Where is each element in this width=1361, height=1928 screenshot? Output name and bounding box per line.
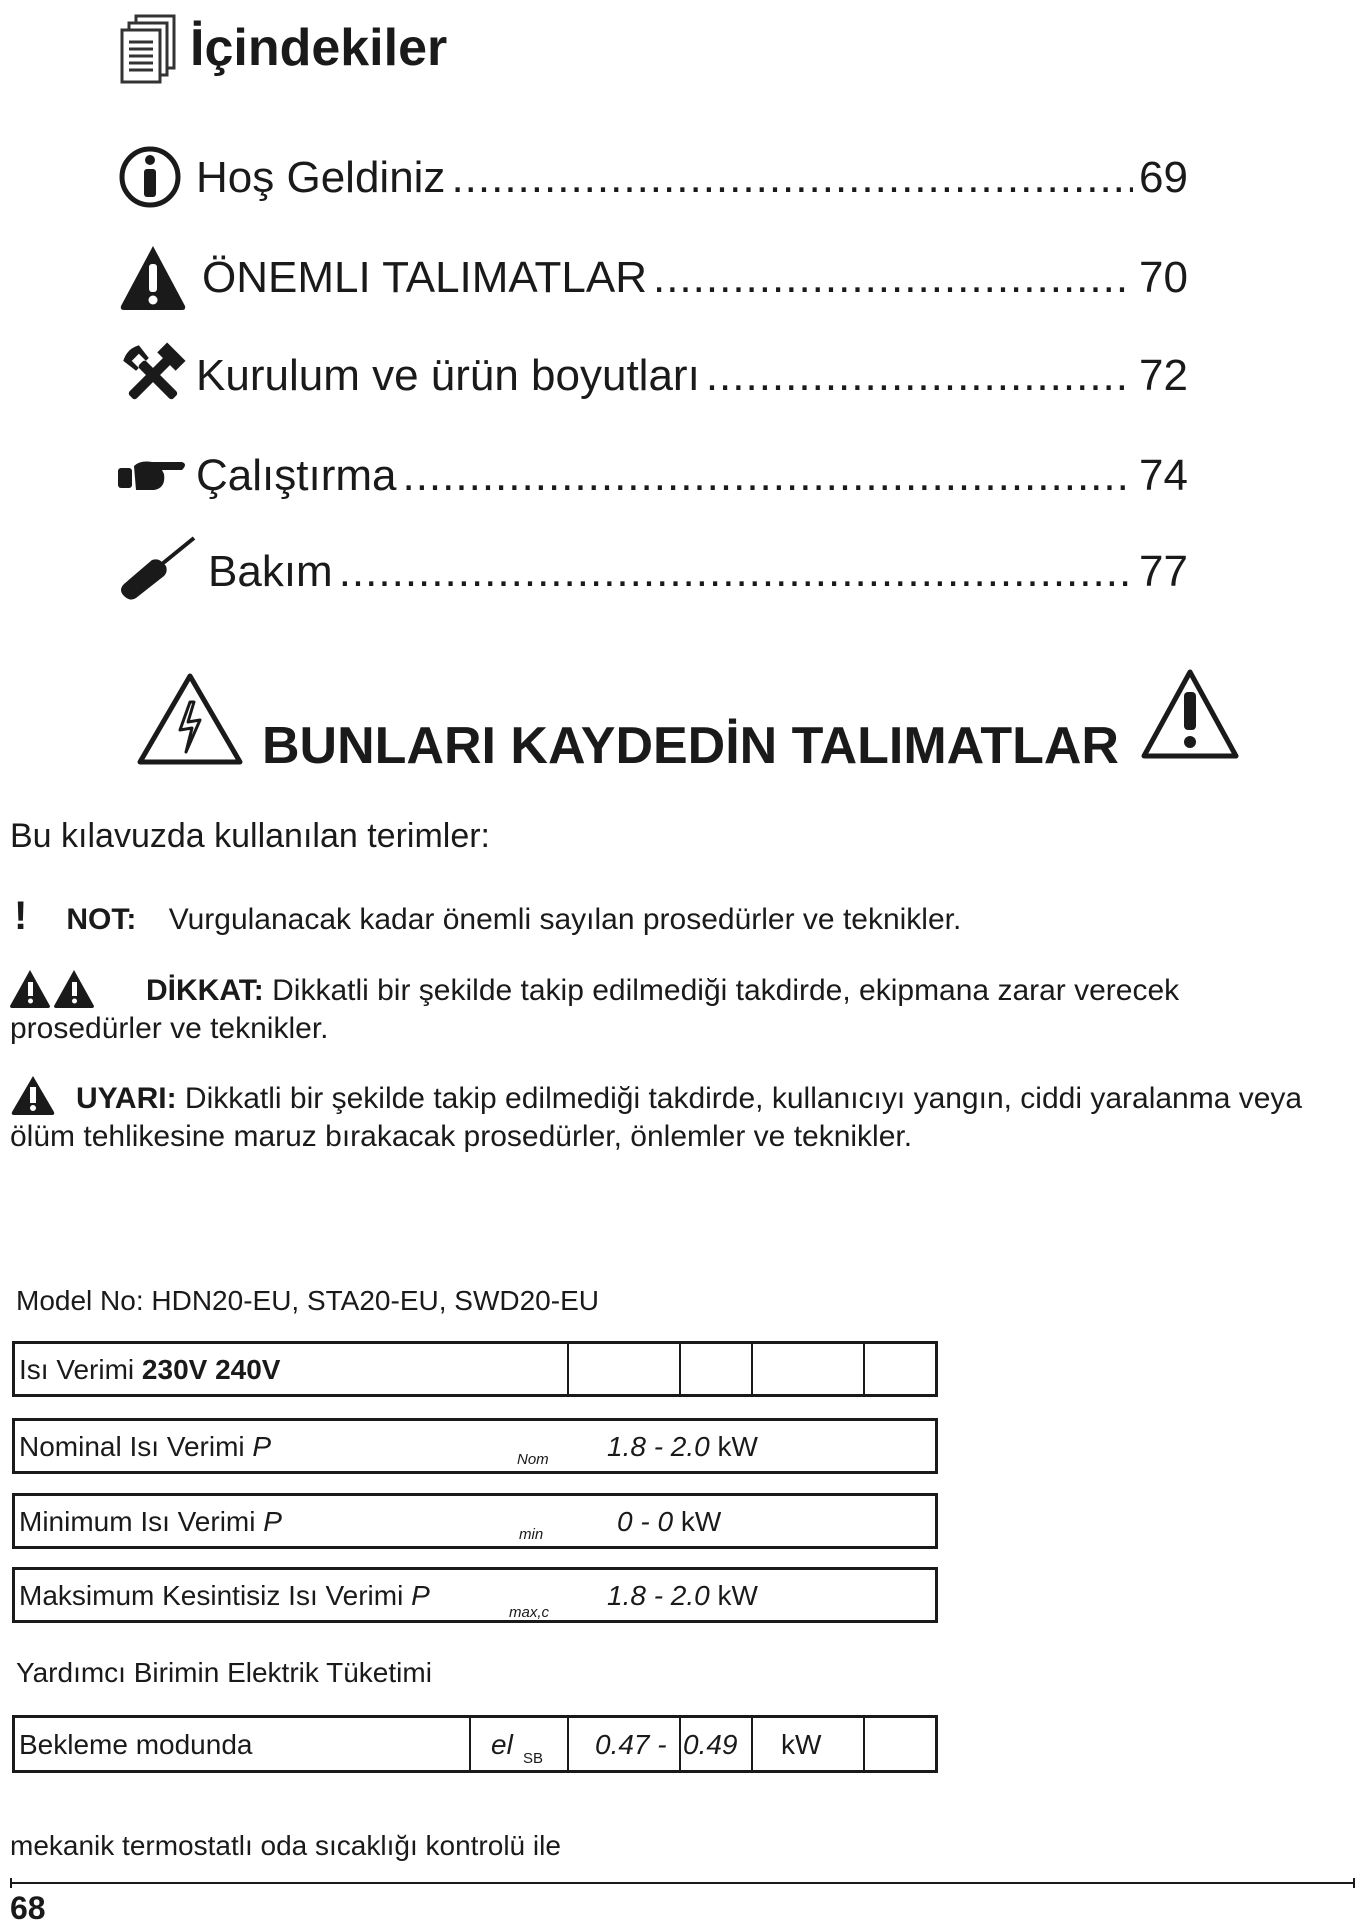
caution-definition xyxy=(10,972,1330,1048)
row-symbol: el xyxy=(491,1729,513,1760)
header-label: Isı Verimi xyxy=(19,1354,135,1385)
page-title: İçindekiler xyxy=(190,19,448,77)
toc-entry-maintenance[interactable] xyxy=(118,536,1188,606)
note-definition xyxy=(14,896,961,940)
row-unit: kW xyxy=(717,1580,758,1611)
minimum-heat-output-row xyxy=(12,1493,938,1549)
row-value: 1.8 - 2.0 xyxy=(607,1431,710,1462)
save-instructions-heading: BUNLARI KAYDEDİN TALIMATLAR xyxy=(262,717,1119,775)
max-continuous-heat-output-row xyxy=(12,1567,938,1623)
row-unit: kW xyxy=(781,1729,822,1760)
cell-divider xyxy=(469,1718,471,1770)
standby-value-a: 0.47 - xyxy=(595,1729,667,1760)
pointing-hand-icon xyxy=(118,440,188,510)
toc-label: ÖNEMLI TALIMATLAR xyxy=(202,253,647,302)
terms-intro: Bu kılavuzda kullanılan terimler: xyxy=(10,817,491,855)
cell-divider xyxy=(679,1718,681,1770)
toc-entry-important-instructions[interactable] xyxy=(118,242,1188,312)
toc-page-number: 77 xyxy=(1139,547,1188,596)
toc-entry-welcome[interactable] xyxy=(118,142,1188,212)
cell-divider xyxy=(567,1344,569,1394)
caution-text: Dikkatli bir şekilde takip edilmediği takdirde, ekipmana zarar verecek prosedürler ve teknikler. xyxy=(10,974,1180,1045)
cell-divider xyxy=(863,1718,865,1770)
row-subscript: SB xyxy=(523,1750,544,1767)
tools-icon xyxy=(118,340,188,410)
caution-triangle-icon xyxy=(1140,668,1240,762)
model-number: Model No: HDN20-EU, STA20-EU, SWD20-EU xyxy=(16,1285,599,1316)
warning-definition xyxy=(10,1080,1330,1156)
toc-page-number: 69 xyxy=(1139,153,1188,202)
row-unit: kW xyxy=(680,1506,722,1537)
toc-entry-operation[interactable] xyxy=(118,440,1188,510)
toc-label: Bakım xyxy=(208,547,333,596)
standby-value-b: 0.49 xyxy=(683,1729,738,1760)
cell-divider xyxy=(567,1718,569,1770)
row-label: Nominal Isı Verimi xyxy=(19,1431,245,1462)
warning-label: UYARI: xyxy=(76,1082,177,1115)
row-subscript: min xyxy=(519,1526,544,1543)
warning-triangle-icon xyxy=(118,242,188,312)
toc-page-number: 70 xyxy=(1139,253,1188,302)
toc-leader-dots xyxy=(451,152,1133,204)
row-unit: kW xyxy=(717,1431,758,1462)
footnote: mekanik termostatlı oda sıcaklığı kontrolü ile xyxy=(10,1830,561,1861)
row-label: Maksimum Kesintisiz Isı Verimi xyxy=(19,1580,404,1611)
aux-consumption-title: Yardımcı Birimin Elektrik Tüketimi xyxy=(16,1657,432,1688)
cell-divider xyxy=(863,1344,865,1394)
exclamation-icon: ! xyxy=(14,894,28,938)
caution-label: DİKKAT: xyxy=(146,974,264,1007)
toc-entry-installation[interactable] xyxy=(118,340,1188,410)
row-symbol: P xyxy=(252,1431,272,1462)
info-circle-icon xyxy=(118,142,188,212)
toc-leader-dots xyxy=(402,450,1133,502)
row-value: 0 - 0 xyxy=(617,1506,674,1537)
heat-output-header-row xyxy=(12,1341,938,1397)
cell-divider xyxy=(751,1344,753,1394)
screwdriver-icon xyxy=(118,536,198,606)
note-label: NOT: xyxy=(66,903,137,936)
toc-leader-dots xyxy=(653,252,1133,304)
electric-hazard-icon xyxy=(136,672,244,768)
toc-label: Çalıştırma xyxy=(196,451,397,500)
row-label: Bekleme modunda xyxy=(19,1729,253,1760)
row-subscript: max,c xyxy=(509,1604,550,1621)
note-text: Vurgulanacak kadar önemli sayılan prosedürler ve teknikler. xyxy=(168,903,962,936)
row-subscript: Nom xyxy=(517,1451,549,1468)
nominal-heat-output-row xyxy=(12,1418,938,1474)
page-number: 68 xyxy=(10,1890,46,1926)
header-voltages: 230V 240V xyxy=(141,1354,281,1385)
toc-label: Hoş Geldiniz xyxy=(196,153,446,202)
document-stack-icon xyxy=(118,14,178,86)
row-symbol: P xyxy=(411,1580,430,1611)
toc-page-number: 72 xyxy=(1139,351,1188,400)
cell-divider xyxy=(679,1344,681,1394)
footer-rule xyxy=(10,1882,1355,1884)
row-label: Minimum Isı Verimi xyxy=(19,1506,256,1537)
warning-text: Dikkatli bir şekilde takip edilmediği takdirde, kullanıcıyı yangın, ciddi yaralanma veya ölüm tehlikesine maruz bırakacak prosedürler, önlemler ve teknikler. xyxy=(10,1082,1303,1153)
cell-divider xyxy=(751,1718,753,1770)
standby-row xyxy=(12,1715,938,1773)
toc-leader-dots xyxy=(706,350,1133,402)
row-symbol: P xyxy=(263,1506,282,1537)
row-value: 1.8 - 2.0 xyxy=(607,1580,710,1611)
toc-label: Kurulum ve ürün boyutları xyxy=(196,351,700,400)
toc-leader-dots xyxy=(339,546,1133,598)
heat-output-header-label xyxy=(19,1353,281,1387)
toc-page-number: 74 xyxy=(1139,451,1188,500)
